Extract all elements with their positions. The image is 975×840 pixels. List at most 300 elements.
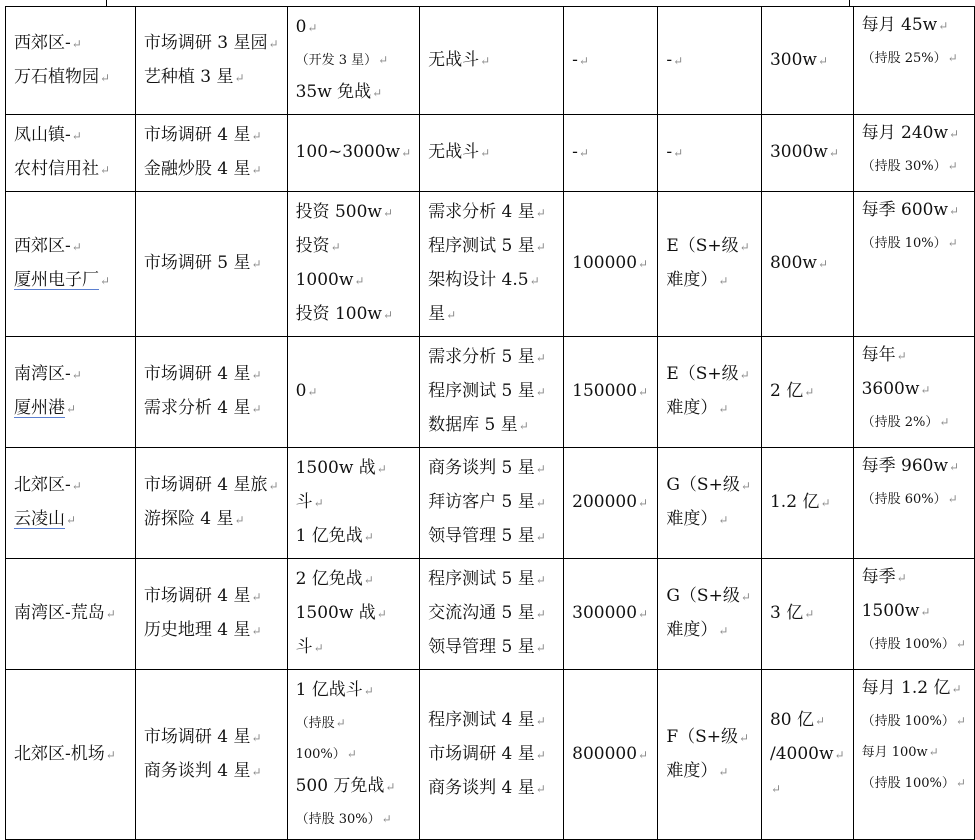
skills-cell <box>420 448 564 559</box>
paragraph-mark-icon: ↵ <box>638 747 649 762</box>
difficulty-line <box>666 264 753 298</box>
requirement-line <box>144 27 279 61</box>
paragraph-mark-icon: ↵ <box>834 747 845 762</box>
points-value <box>572 738 649 772</box>
paragraph-mark-icon: ↵ <box>949 204 960 218</box>
paragraph-mark-icon: ↵ <box>928 745 939 759</box>
points-value <box>572 375 649 409</box>
income-line-text: （持股 25%） <box>861 51 947 66</box>
income-cell <box>853 192 974 337</box>
investment-line-text: （开发 3 星） <box>295 53 378 68</box>
investment-line <box>296 76 412 110</box>
requirement-line <box>144 580 279 614</box>
location-line-text: 北郊区-机场 <box>14 743 105 764</box>
requirement-line-text: 市场调研 4 星 <box>143 364 251 384</box>
paragraph-mark-icon: ↵ <box>251 257 262 271</box>
paragraph-mark-icon: ↵ <box>949 460 960 474</box>
investment-line <box>296 11 412 45</box>
paragraph-mark-icon: ↵ <box>535 240 546 254</box>
paragraph-mark-icon: ↵ <box>817 53 829 68</box>
paragraph-mark-icon: ↵ <box>251 402 262 416</box>
paragraph-mark-icon: ↵ <box>372 86 383 100</box>
requirement-line <box>144 469 279 503</box>
cost-line-text: /4000w <box>769 743 834 764</box>
points-value-text: 300000 <box>572 603 638 623</box>
requirement-line-text: 历史地理 4 星 <box>143 620 251 640</box>
cost-line <box>770 486 845 520</box>
investment-line <box>296 708 412 739</box>
location-cell <box>6 559 136 670</box>
paragraph-mark-icon: ↵ <box>638 496 649 510</box>
points-cell <box>564 670 658 840</box>
location-line <box>14 264 127 298</box>
points-value <box>572 44 649 78</box>
requirement-line-text: 艺种植 3 星 <box>143 66 234 87</box>
requirement-cell <box>135 448 287 559</box>
paragraph-mark-icon: ↵ <box>71 36 82 51</box>
location-line <box>14 738 127 772</box>
paragraph-mark-icon: ↵ <box>518 419 529 433</box>
requirement-line <box>144 247 279 281</box>
paragraph-mark-icon: ↵ <box>71 240 82 254</box>
paragraph-mark-icon: ↵ <box>71 479 82 493</box>
skill-line-text: 商务谈判 5 星 <box>428 458 535 478</box>
income-line <box>862 484 966 515</box>
income-cell <box>853 337 974 448</box>
income-line-text: 每月 1.2 亿 <box>861 678 951 698</box>
difficulty-line <box>666 580 753 614</box>
skill-line <box>428 486 555 520</box>
paragraph-mark-icon: ↵ <box>251 624 262 638</box>
requirement-line-text: 需求分析 4 星 <box>143 398 251 418</box>
cost-cell <box>761 448 853 559</box>
income-cell <box>853 670 974 840</box>
paragraph-mark-icon: ↵ <box>638 385 649 399</box>
paragraph-mark-icon: ↵ <box>446 308 457 322</box>
paragraph-mark-icon: ↵ <box>947 236 958 250</box>
investment-line <box>296 520 412 554</box>
income-line <box>862 407 966 438</box>
location-line-text: 北郊区- <box>14 475 71 495</box>
paragraph-mark-icon: ↵ <box>770 781 782 796</box>
income-line-text: 1500w <box>861 601 920 621</box>
requirement-cell <box>135 337 287 448</box>
investment-line <box>296 45 412 76</box>
investment-line <box>296 298 412 332</box>
investment-line <box>296 563 412 597</box>
paragraph-mark-icon: ↵ <box>949 127 960 141</box>
paragraph-mark-icon: ↵ <box>480 146 491 160</box>
paragraph-mark-icon: ↵ <box>951 682 962 696</box>
difficulty-line-text: 难度） <box>666 620 718 640</box>
points-value-text: 800000 <box>572 743 638 764</box>
paragraph-mark-icon: ↵ <box>401 146 412 160</box>
requirement-line-text: 商务谈判 4 星 <box>143 760 251 781</box>
skill-line <box>428 298 555 332</box>
paragraph-mark-icon: ↵ <box>251 163 262 177</box>
income-line <box>862 737 966 768</box>
paragraph-mark-icon: ↵ <box>740 590 751 604</box>
requirement-line <box>144 358 279 392</box>
skill-line-text: 程序测试 5 星 <box>428 236 535 256</box>
requirement-line <box>144 392 279 426</box>
paragraph-mark-icon: ↵ <box>718 274 729 288</box>
location-line <box>14 230 127 264</box>
difficulty-line <box>666 136 753 170</box>
paragraph-mark-icon: ↵ <box>535 530 546 544</box>
paragraph-mark-icon: ↵ <box>234 513 245 527</box>
difficulty-line <box>666 469 753 503</box>
table-row <box>6 192 975 337</box>
income-line <box>862 672 966 706</box>
cost-line <box>770 44 845 78</box>
requirement-line <box>144 503 279 537</box>
paragraph-mark-icon: ↵ <box>535 641 546 655</box>
investment-cell <box>287 670 420 840</box>
location-line <box>14 597 127 631</box>
paragraph-mark-icon: ↵ <box>335 716 346 730</box>
location-cell <box>6 7 136 115</box>
cost-cell <box>761 337 853 448</box>
paragraph-mark-icon: ↵ <box>896 571 907 585</box>
paragraph-mark-icon: ↵ <box>920 383 931 397</box>
investment-cell <box>287 559 420 670</box>
skill-line <box>428 772 555 806</box>
requirement-line-text: 游探险 4 星 <box>143 509 234 529</box>
paragraph-mark-icon: ↵ <box>363 573 374 587</box>
paragraph-mark-icon: ↵ <box>105 747 116 762</box>
requirement-cell <box>135 115 287 192</box>
paragraph-mark-icon: ↵ <box>363 530 374 544</box>
skill-line <box>428 230 555 264</box>
income-line-text: （持股 2%） <box>861 415 939 430</box>
paragraph-mark-icon: ↵ <box>535 462 546 476</box>
income-line <box>862 117 966 151</box>
difficulty-line-text: F（S+级 <box>666 726 739 747</box>
income-line-text: （持股 100%） <box>861 637 955 652</box>
income-line-text: 3600w <box>861 379 920 399</box>
investment-cell <box>287 192 420 337</box>
location-line <box>14 27 127 61</box>
difficulty-line <box>666 230 753 264</box>
location-line-text: 凤山镇- <box>14 125 71 145</box>
location-line <box>14 392 127 426</box>
paragraph-mark-icon: ↵ <box>378 53 389 67</box>
cost-cell <box>761 7 853 115</box>
income-cell <box>853 7 974 115</box>
difficulty-line <box>666 755 753 789</box>
cost-line-text: 3000w <box>769 142 828 162</box>
difficulty-line <box>666 721 753 755</box>
paragraph-mark-icon: ↵ <box>815 713 826 728</box>
requirement-line <box>144 61 279 95</box>
difficulty-line <box>666 392 753 426</box>
paragraph-mark-icon: ↵ <box>718 402 729 416</box>
paragraph-mark-icon: ↵ <box>673 146 684 160</box>
requirement-line <box>144 755 279 789</box>
difficulty-line <box>666 358 753 392</box>
points-value <box>572 486 649 520</box>
paragraph-mark-icon: ↵ <box>535 385 546 399</box>
skill-line-text: 架构设计 4.5 <box>428 270 529 290</box>
cost-line-text: 2 亿 <box>769 381 804 401</box>
difficulty-line <box>666 503 753 537</box>
income-cell <box>853 115 974 192</box>
skill-line <box>428 520 555 554</box>
investment-line <box>296 375 412 409</box>
difficulty-cell <box>658 7 762 115</box>
difficulty-line-text: 难度） <box>666 509 718 529</box>
investment-cell <box>287 337 420 448</box>
paragraph-mark-icon: ↵ <box>529 274 540 288</box>
investment-line-text: 投资 500w <box>295 202 382 222</box>
skill-line-text: 程序测试 5 星 <box>428 569 535 589</box>
requirement-line-text: 市场调研 3 星园 <box>143 32 268 53</box>
paragraph-mark-icon: ↵ <box>718 513 729 527</box>
paragraph-mark-icon: ↵ <box>100 70 111 85</box>
paragraph-mark-icon: ↵ <box>251 368 262 382</box>
investment-line-text: 0 <box>295 17 307 37</box>
investment-line-text: （持股 <box>295 716 335 731</box>
skill-line-text: 星 <box>428 304 446 324</box>
difficulty-line <box>666 614 753 648</box>
income-line <box>862 9 966 43</box>
cost-line <box>770 772 845 806</box>
paragraph-mark-icon: ↵ <box>817 257 829 271</box>
paragraph-mark-icon: ↵ <box>480 53 491 68</box>
income-line <box>862 768 966 799</box>
paragraph-mark-icon: ↵ <box>313 641 324 655</box>
paragraph-mark-icon: ↵ <box>938 19 949 33</box>
paragraph-mark-icon: ↵ <box>354 274 365 288</box>
cost-line <box>770 704 845 738</box>
paragraph-mark-icon: ↵ <box>920 605 931 619</box>
paragraph-mark-icon: ↵ <box>105 607 116 621</box>
points-value <box>572 597 649 631</box>
income-line <box>862 561 966 595</box>
cost-line <box>770 375 845 409</box>
income-line-text: 每季 600w <box>861 200 948 220</box>
investment-line <box>296 804 412 835</box>
location-line-text: 西郊区- <box>14 236 71 256</box>
investment-line-text: 1 亿免战 <box>295 526 363 546</box>
paragraph-mark-icon: ↵ <box>307 385 318 399</box>
income-line <box>862 151 966 182</box>
paragraph-mark-icon: ↵ <box>251 590 262 604</box>
cost-cell <box>761 670 853 840</box>
investment-line-text: 1000w <box>295 270 354 290</box>
paragraph-mark-icon: ↵ <box>535 713 546 728</box>
investment-line-text: 100~3000w <box>295 142 401 162</box>
skill-line <box>428 136 555 170</box>
skill-line <box>428 704 555 738</box>
requirement-line <box>144 614 279 648</box>
location-line <box>14 358 127 392</box>
location-line-text: 厦州港 <box>14 398 65 418</box>
paragraph-mark-icon: ↵ <box>947 159 958 173</box>
skill-line <box>428 264 555 298</box>
location-line-text: 南湾区-荒岛 <box>14 603 105 623</box>
paragraph-mark-icon: ↵ <box>71 368 82 382</box>
requirement-line <box>144 721 279 755</box>
skills-cell <box>420 115 564 192</box>
skill-line-text: 交流沟通 5 星 <box>428 603 535 623</box>
skill-line <box>428 452 555 486</box>
points-cell <box>564 559 658 670</box>
income-line-text: （持股 10%） <box>861 236 947 251</box>
cost-cell <box>761 559 853 670</box>
points-cell <box>564 7 658 115</box>
location-line <box>14 469 127 503</box>
investment-line-text: 斗 <box>295 637 313 657</box>
paragraph-mark-icon: ↵ <box>947 492 958 506</box>
points-value-text: - <box>572 49 578 70</box>
requirement-cell <box>135 559 287 670</box>
paragraph-mark-icon: ↵ <box>535 607 546 621</box>
income-line <box>862 629 966 660</box>
paragraph-mark-icon: ↵ <box>804 385 815 399</box>
investment-line <box>296 770 412 804</box>
paragraph-mark-icon: ↵ <box>673 53 684 68</box>
skill-line-text: 程序测试 5 星 <box>428 381 535 401</box>
points-value <box>572 136 649 170</box>
income-line-text: 每季 <box>861 567 896 587</box>
income-line-text: 每月 100w <box>861 745 928 760</box>
paragraph-mark-icon: ↵ <box>268 479 279 493</box>
paragraph-mark-icon: ↵ <box>100 163 111 177</box>
skills-cell <box>420 337 564 448</box>
investment-line <box>296 136 412 170</box>
paragraph-mark-icon: ↵ <box>251 764 262 779</box>
paragraph-mark-icon: ↵ <box>376 462 387 476</box>
skill-line-text: 程序测试 4 星 <box>428 709 535 730</box>
investment-line <box>296 739 412 770</box>
income-cell <box>853 448 974 559</box>
skill-line-text: 领导管理 5 星 <box>428 526 535 546</box>
investment-line-text: 0 <box>295 381 307 401</box>
requirement-line-text: 市场调研 4 星 <box>143 586 251 606</box>
difficulty-line-text: E（S+级 <box>666 236 739 256</box>
difficulty-cell <box>658 192 762 337</box>
location-cell <box>6 448 136 559</box>
skill-line <box>428 563 555 597</box>
difficulty-line-text: - <box>666 142 673 162</box>
paragraph-mark-icon: ↵ <box>535 781 546 796</box>
income-line-text: （持股 100%） <box>861 776 955 791</box>
points-cell <box>564 448 658 559</box>
investment-line-text: 1 亿战斗 <box>295 680 363 700</box>
income-line <box>862 228 966 259</box>
paragraph-mark-icon: ↵ <box>382 308 394 322</box>
investment-line <box>296 230 412 264</box>
difficulty-cell <box>658 337 762 448</box>
investment-line-text: 2 亿免战 <box>295 569 363 589</box>
difficulty-line-text: 难度） <box>666 398 718 418</box>
paragraph-mark-icon: ↵ <box>535 573 546 587</box>
skill-line <box>428 375 555 409</box>
requirement-line-text: 市场调研 4 星旅 <box>143 475 268 495</box>
location-line <box>14 119 127 153</box>
income-line-text: 每月 45w <box>861 15 938 35</box>
cost-line-text: 80 亿 <box>769 709 815 730</box>
requirement-line-text: 金融炒股 4 星 <box>143 159 251 179</box>
location-cell <box>6 337 136 448</box>
requirement-line <box>144 153 279 187</box>
location-line <box>14 61 127 95</box>
investment-line-text: 斗 <box>295 492 313 512</box>
points-value-text: - <box>572 142 578 162</box>
cost-cell <box>761 192 853 337</box>
paragraph-mark-icon: ↵ <box>66 513 77 527</box>
paragraph-mark-icon: ↵ <box>955 714 966 728</box>
income-line <box>862 706 966 737</box>
cost-line-text: 300w <box>769 49 817 70</box>
location-cell <box>6 670 136 840</box>
income-line-text: 每月 240w <box>861 123 948 143</box>
location-line-text: 万石植物园 <box>14 66 99 87</box>
table-row <box>6 670 975 840</box>
paragraph-mark-icon: ↵ <box>535 747 546 762</box>
skill-line-text: 领导管理 5 星 <box>428 637 535 657</box>
requirement-cell <box>135 192 287 337</box>
investment-line <box>296 196 412 230</box>
points-cell <box>564 115 658 192</box>
skill-line <box>428 631 555 665</box>
investment-table <box>5 6 975 840</box>
cost-line <box>770 136 845 170</box>
difficulty-cell <box>658 115 762 192</box>
cost-line <box>770 738 845 772</box>
investment-line <box>296 674 412 708</box>
paragraph-mark-icon: ↵ <box>955 776 966 790</box>
paragraph-mark-icon: ↵ <box>382 206 394 220</box>
paragraph-mark-icon: ↵ <box>638 257 649 271</box>
paragraph-mark-icon: ↵ <box>71 129 82 143</box>
paragraph-mark-icon: ↵ <box>381 812 392 826</box>
paragraph-mark-icon: ↵ <box>307 21 318 35</box>
paragraph-mark-icon: ↵ <box>234 70 245 85</box>
paragraph-mark-icon: ↵ <box>896 349 907 363</box>
difficulty-line-text: G（S+级 <box>666 586 740 606</box>
difficulty-line-text: G（S+级 <box>666 475 740 495</box>
paragraph-mark-icon: ↵ <box>346 747 357 761</box>
investment-line <box>296 264 412 298</box>
investment-line-text: 100%） <box>295 747 346 762</box>
skill-line <box>428 196 555 230</box>
skill-line <box>428 409 555 443</box>
paragraph-mark-icon: ↵ <box>100 274 111 288</box>
table-row <box>6 7 975 115</box>
location-line-text: 云凌山 <box>14 509 65 529</box>
income-line <box>862 373 966 407</box>
skill-line-text: 需求分析 4 星 <box>428 202 535 222</box>
skill-line-text: 商务谈判 4 星 <box>428 777 535 798</box>
paragraph-mark-icon: ↵ <box>535 496 546 510</box>
points-value <box>572 247 649 281</box>
table-row <box>6 448 975 559</box>
requirement-line-text: 市场调研 5 星 <box>143 253 251 273</box>
cost-line <box>770 597 845 631</box>
paragraph-mark-icon: ↵ <box>66 402 77 416</box>
skill-line <box>428 44 555 78</box>
paragraph-mark-icon: ↵ <box>739 240 750 254</box>
paragraph-mark-icon: ↵ <box>828 146 839 160</box>
investment-line <box>296 486 412 520</box>
points-cell <box>564 337 658 448</box>
table-row <box>6 337 975 448</box>
skill-line-text: 无战斗 <box>428 142 480 162</box>
investment-line <box>296 597 412 631</box>
